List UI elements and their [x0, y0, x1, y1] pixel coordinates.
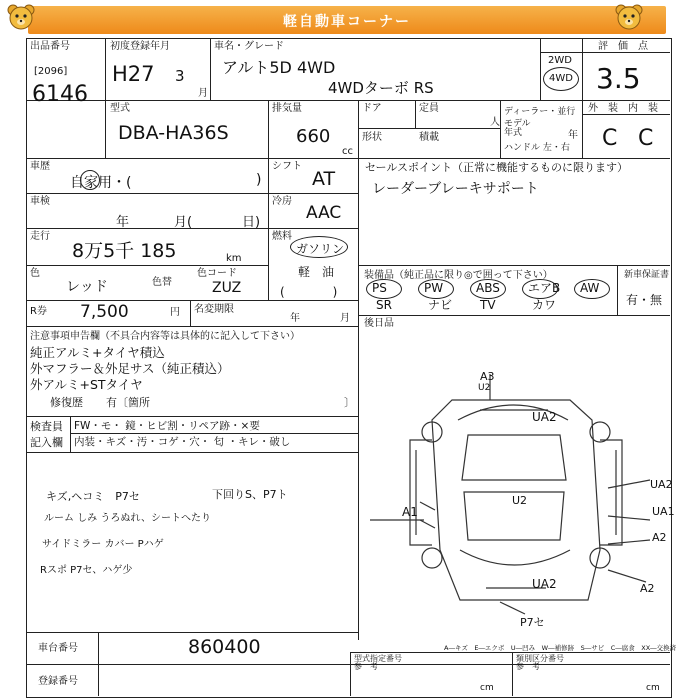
- model-code-value: DBA-HA36S: [118, 122, 229, 144]
- first-reg-year: H27: [112, 62, 155, 86]
- inspector-note-1: キズ,ヘコミ P7セ: [46, 490, 140, 503]
- equipment-bottom-item-2: TV: [480, 298, 496, 312]
- equipment-bottom-item-1: ナビ: [428, 298, 453, 312]
- handle-label: ハンドル 左・右: [504, 143, 570, 153]
- recycle-label: R券: [30, 306, 47, 317]
- registration-label: 登録番号: [38, 676, 78, 687]
- equipment-circle-mark: [522, 279, 561, 299]
- inspector-label-2: 記入欄: [30, 436, 63, 449]
- name-change-month: 月: [340, 313, 350, 324]
- equipment-circle-mark: [366, 279, 402, 299]
- spec-cm-1: cm: [480, 683, 494, 693]
- chassis-value: 860400: [188, 636, 261, 658]
- damage-mark-p7e: P7セ: [520, 616, 545, 629]
- capacity-unit: 人: [490, 117, 500, 128]
- mileage-value: 8万5千 185: [72, 240, 177, 262]
- first-reg-label: 初度登録年月: [110, 41, 170, 52]
- damage-mark-u2-top: U2: [478, 383, 491, 393]
- aircon-value: AAC: [306, 203, 342, 223]
- inspection-year-unit: 年: [116, 215, 130, 230]
- history-circle-mark: [80, 170, 100, 190]
- mileage-label: 走行: [30, 231, 50, 242]
- repair-history-label: 修復歴: [50, 396, 83, 409]
- damage-mark-a2-right: A2: [652, 531, 667, 544]
- damage-mark-a1: A1: [402, 505, 418, 519]
- aircon-label: 冷房: [272, 196, 292, 207]
- shape-label: 形状: [362, 132, 382, 143]
- damage-mark-ua2-trunk: UA2: [532, 577, 557, 591]
- model-year-label: モデル 年式: [504, 119, 531, 138]
- car-name-label: 車名・グレード: [214, 41, 284, 52]
- inspection-label: 車検: [30, 196, 50, 207]
- model-code-label: 型式: [110, 103, 130, 114]
- inspector-note-right: 下回りS、P7ト: [212, 488, 288, 501]
- color-label: 色: [30, 268, 40, 279]
- recycle-value: 7,500: [80, 302, 129, 322]
- damage-mark-u2-roof: U2: [512, 494, 528, 507]
- grade-label: 評 価 点: [598, 41, 648, 52]
- spec-label-1: 型式指定番号 参 考: [354, 654, 402, 671]
- wheel-rear-left-icon: [422, 548, 442, 568]
- notes-label: 注意事項申告欄（不具合内容等は具体的に記入して下さい）: [30, 331, 300, 342]
- exterior-grade: C: [602, 126, 618, 151]
- dealer-label: ディーラー・並行: [504, 107, 576, 117]
- inspector-label-1: 検査員: [30, 420, 63, 433]
- load-label: 積載: [419, 132, 439, 143]
- displacement-value: 660: [296, 126, 331, 147]
- notes-line-2: 外マフラー＆外足サス（純正積込）: [30, 361, 230, 376]
- fuel-circle-mark: [290, 236, 348, 258]
- equipment-circle-mark: [470, 279, 506, 299]
- model-year-unit: 年: [568, 130, 578, 141]
- equipment-bottom-item-3: カワ: [532, 298, 557, 312]
- fuel-other: ( ): [280, 285, 338, 299]
- ext-int-label: 外 装 内 装: [588, 103, 658, 114]
- color-code-label: 色コード: [197, 268, 237, 279]
- inspection-day-unit: 日): [242, 215, 261, 230]
- mileage-unit: km: [226, 253, 242, 264]
- inspector-note-3: サイドミラー カバー Pハゲ: [42, 539, 164, 550]
- name-change-label: 名変期限: [194, 304, 234, 315]
- drive-4wd: 4WD: [549, 73, 573, 84]
- lot-sub-number: [2096]: [34, 66, 68, 77]
- interior-grade: C: [638, 126, 654, 151]
- chassis-label: 車台番号: [38, 643, 78, 654]
- repair-history-value: 有〔箇所: [106, 396, 150, 409]
- first-reg-month: 3: [175, 67, 185, 85]
- warranty-label: 新車保証書: [624, 270, 670, 280]
- equipment-item-0: PS: [372, 281, 387, 295]
- damage-mark-a2-rear: A2: [640, 582, 655, 595]
- color-value: レッド: [66, 279, 108, 295]
- capacity-label: 定員: [419, 103, 439, 114]
- bear-mascot-icon: [612, 2, 646, 34]
- fuel-diesel: 軽 油: [298, 265, 335, 279]
- equipment-label: 装備品（純正品に限り◎で囲って下さい）: [364, 270, 553, 281]
- color-body-label: 色替: [152, 277, 172, 288]
- damage-mark-ua1-right: UA1: [652, 505, 675, 518]
- rear-items-label: 後日品: [364, 318, 394, 329]
- history-close: ): [256, 172, 262, 188]
- inspector-note-4: Rスポ P7セ、ハゲ少: [40, 565, 133, 576]
- equipment-circle-mark: [574, 279, 610, 299]
- drive-2wd: 2WD: [548, 55, 572, 66]
- history-value: 自家用・(: [70, 175, 132, 191]
- recycle-unit: 円: [170, 307, 180, 318]
- doors-label: ドア: [362, 103, 382, 114]
- car-body-diagram: [360, 330, 668, 630]
- displacement-unit: cc: [342, 146, 353, 157]
- damage-mark-a3: A3: [480, 370, 495, 383]
- shift-value: AT: [312, 168, 336, 190]
- fuel-label: 燃料: [272, 231, 292, 242]
- car-name-line2: 4WDターボ RS: [328, 79, 434, 97]
- notes-line-3: 外アルミ+STタイヤ: [30, 377, 143, 392]
- lot-label: 出品番号: [30, 41, 70, 52]
- sales-point-label: セールスポイント（正常に機能するものに限ります）: [365, 161, 629, 174]
- car-name-line1: アルト5D 4WD: [222, 58, 336, 77]
- equipment-circle-mark: [418, 279, 454, 299]
- name-change-year: 年: [290, 313, 300, 324]
- inspection-month-unit: 月(: [174, 215, 193, 230]
- repair-history-close: 〕: [344, 396, 355, 409]
- damage-legend: A―キズ E―エクボ U―凹み W―補修跡 S―サビ C―腐食 XX―交換済: [444, 644, 677, 652]
- header-title: 軽自動車コーナー: [283, 14, 411, 30]
- spec-label-2: 類別区分番号 参 考: [516, 654, 564, 671]
- fuel-gasoline: ガソリン: [296, 242, 345, 256]
- inspector-note-2: ルーム しみ うろぬれ、シートへたり: [44, 513, 211, 524]
- inspector-row-2: 内装・キズ・汚・コゲ・穴・ 匂 ・キレ・破し: [74, 436, 291, 448]
- warranty-value: 有・無: [626, 293, 663, 307]
- equipment-item-3: エアB: [528, 281, 561, 295]
- displacement-label: 排気量: [272, 103, 302, 114]
- equipment-item-1: PW: [424, 281, 444, 295]
- history-label: 車歴: [30, 161, 50, 172]
- damage-mark-ua2-hood: UA2: [532, 410, 557, 424]
- shift-label: シフト: [272, 161, 302, 172]
- equipment-item-4: AW: [580, 281, 600, 295]
- bear-mascot-icon: [4, 2, 38, 34]
- header-banner: [28, 6, 666, 34]
- sales-point-value: レーダーブレーキサポート: [372, 181, 539, 197]
- damage-mark-ua2-right: UA2: [650, 478, 673, 491]
- color-code-value: ZUZ: [212, 280, 242, 296]
- notes-line-1: 純正アルミ+タイヤ積込: [30, 345, 165, 360]
- grade-value: 3.5: [596, 62, 641, 95]
- first-reg-month-unit: 月: [198, 88, 208, 99]
- inspector-row-1: FW・モ・ 鏡・ヒビ割・リペア跡・×要: [74, 420, 260, 432]
- spec-cm-2: cm: [646, 683, 660, 693]
- equipment-item-2: ABS: [476, 281, 500, 295]
- equipment-bottom-item-0: SR: [376, 298, 392, 312]
- lot-number: 6146: [32, 82, 88, 107]
